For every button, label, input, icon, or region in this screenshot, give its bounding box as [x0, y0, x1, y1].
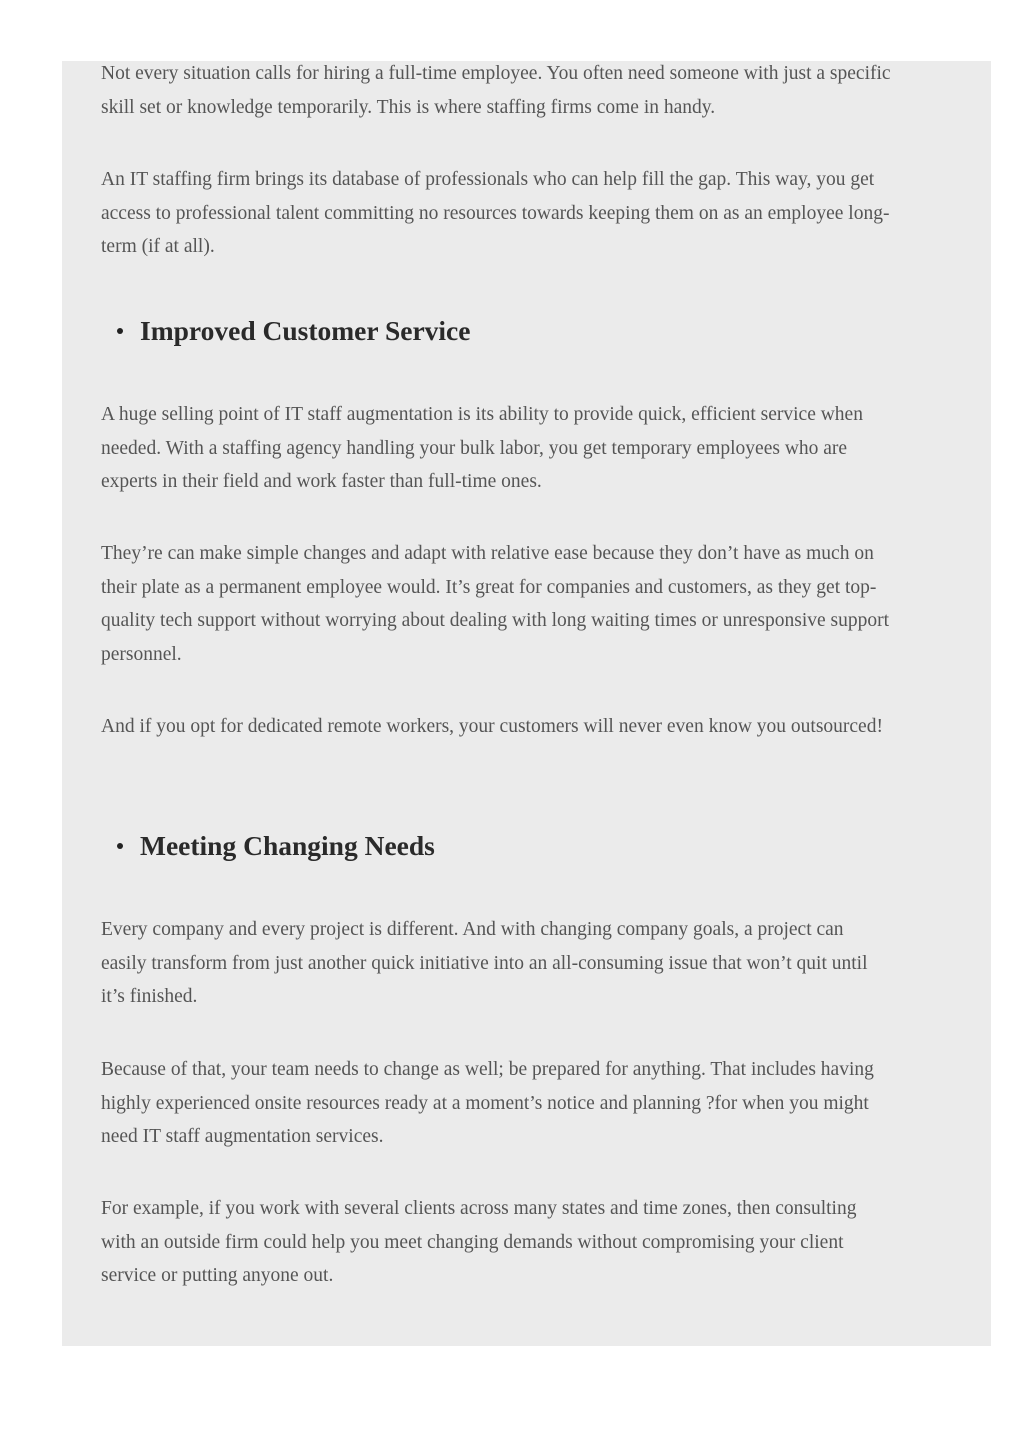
bullet-icon: [117, 328, 123, 334]
paragraph: Because of that, your team needs to change as well; be prepared for anything. That includes having highly experienced onsite resources ready at a moment’s notice and planning ?for when you might need IT staff augmentation services.: [101, 1059, 874, 1148]
heading-text: Meeting Changing Needs: [140, 830, 435, 861]
paragraph: An IT staffing firm brings its database of professionals who can help fill the gap. This way, you get access to professional talent committing no resources towards keeping them on as an employee long-term (if at all).: [101, 169, 890, 258]
bullet-icon: [117, 843, 123, 849]
paragraph: They’re can make simple changes and adapt with relative ease because they don’t have as much on their plate as a permanent employee would. It’s great for companies and customers, as they get top-quality tech support without worrying about dealing with long waiting times or unresponsive support personnel.: [101, 543, 890, 665]
paragraph: Not every situation calls for hiring a full-time employee. You often need someone with just a specific skill set or knowledge temporarily. This is where staffing firms come in handy.: [101, 63, 891, 118]
paragraph: Every company and every project is different. And with changing company goals, a project can easily transform from just another quick initiative into an all-consuming issue that won’t quit until it’s finished.: [101, 919, 868, 1008]
heading-text: Improved Customer Service: [140, 315, 471, 346]
section-heading-customer-service: [117, 313, 470, 349]
section-heading-changing-needs: [117, 828, 435, 864]
paragraph: A huge selling point of IT staff augmentation is its ability to provide quick, efficient service when needed. With a staffing agency handling your bulk labor, you get temporary employees who are experts in their field and work faster than full-time ones.: [101, 404, 863, 493]
paragraph: For example, if you work with several clients across many states and time zones, then consulting with an outside firm could help you meet changing demands without compromising your client service or putting anyone out.: [101, 1198, 857, 1287]
paragraph: And if you opt for dedicated remote workers, your customers will never even know you outsourced!: [101, 716, 883, 737]
